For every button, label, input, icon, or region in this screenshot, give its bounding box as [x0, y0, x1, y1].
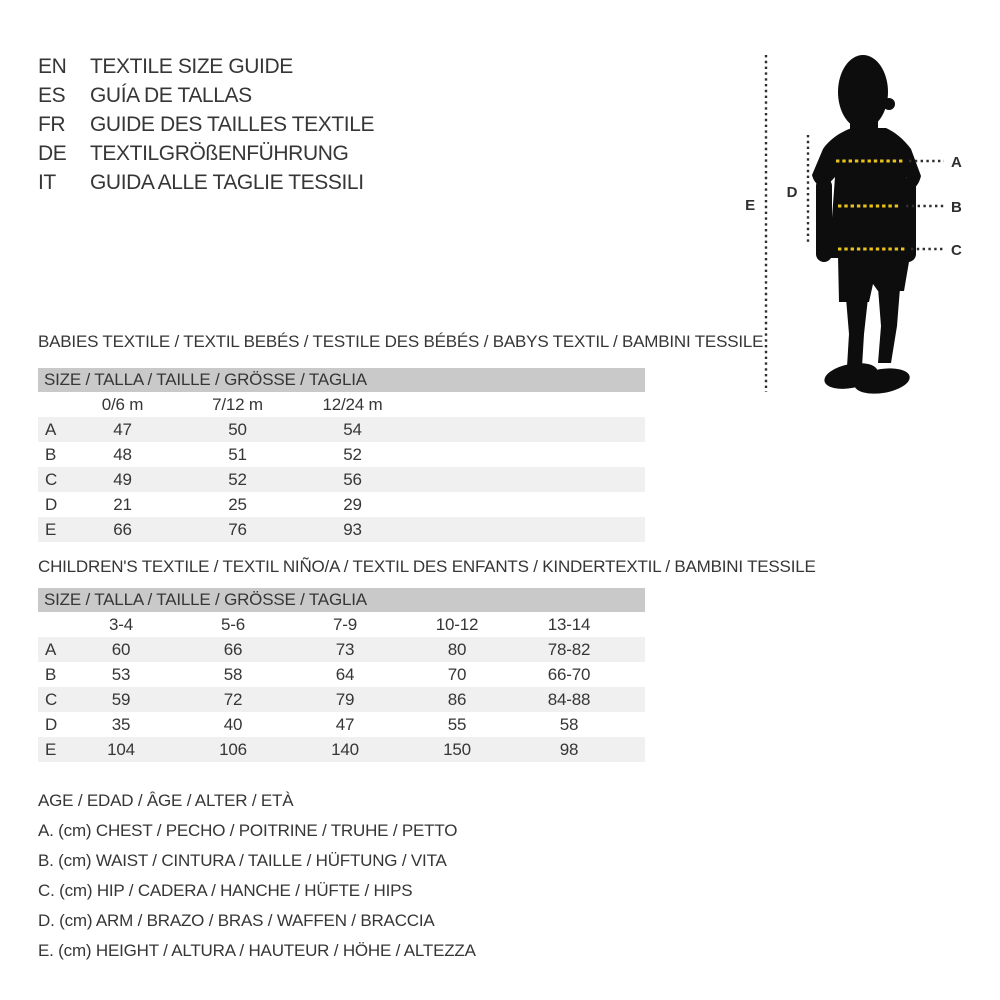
column-header: 0/6 m — [101, 395, 144, 414]
table-row — [38, 467, 645, 492]
column-header: 5-6 — [221, 615, 245, 634]
row-label: C — [45, 470, 58, 489]
child-silhouette-icon — [812, 55, 921, 397]
cell: 21 — [113, 495, 132, 514]
row-label: D — [45, 495, 58, 514]
row-label: B — [45, 445, 57, 464]
table-row — [38, 417, 645, 442]
cell: 76 — [228, 520, 247, 539]
cell: 29 — [343, 495, 362, 514]
arm-measure-line-d — [787, 135, 808, 245]
lang-code: ES — [38, 84, 66, 107]
table-row — [38, 662, 645, 687]
measure-label-c: C — [951, 242, 962, 259]
cell: 40 — [223, 715, 243, 734]
cell: 79 — [335, 690, 355, 709]
table-row — [38, 687, 645, 712]
title-line-de — [38, 139, 374, 168]
lang-code: IT — [38, 171, 56, 194]
cell: 64 — [335, 665, 355, 684]
row-label: E — [45, 740, 57, 759]
cell: 86 — [447, 690, 467, 709]
legend-line-height: E. (cm) HEIGHT / ALTURA / HAUTEUR / HÖHE / ALTEZZA — [38, 941, 476, 960]
legend-line-chest: A. (cm) CHEST / PECHO / POITRINE / TRUHE / PETTO — [38, 821, 458, 840]
cell: 53 — [111, 665, 131, 684]
left-arm-shape — [816, 178, 832, 262]
column-header: 10-12 — [435, 615, 479, 634]
cell: 55 — [447, 715, 467, 734]
cell: 52 — [228, 470, 247, 489]
title-text: GUIDE DES TAILLES TEXTILE — [90, 113, 375, 136]
cell: 140 — [331, 740, 359, 759]
title-text: GUIDA ALLE TAGLIE TESSILI — [90, 171, 364, 194]
row-label: E — [45, 520, 57, 539]
cell: 80 — [447, 640, 467, 659]
title-text: GUÍA DE TALLAS — [90, 84, 252, 107]
cell: 51 — [228, 445, 247, 464]
row-label: C — [45, 690, 58, 709]
child-measurement-figure — [735, 45, 995, 400]
cell: 78-82 — [547, 640, 591, 659]
right-leg-shape — [878, 288, 900, 363]
cell: 49 — [113, 470, 132, 489]
column-header: 7/12 m — [212, 395, 263, 414]
children-table — [38, 588, 645, 762]
cell: 50 — [228, 420, 247, 439]
cell: 54 — [343, 420, 362, 439]
children-section-title: CHILDREN'S TEXTILE / TEXTIL NIÑO/A / TEXTIL DES ENFANTS / KINDERTEXTIL / BAMBINI TESSILE — [38, 557, 816, 576]
cell: 93 — [343, 520, 362, 539]
table-row — [38, 712, 645, 737]
title-line-fr — [38, 110, 374, 139]
title-line-it — [38, 168, 374, 197]
legend-line-age: AGE / EDAD / ÂGE / ALTER / ETÀ — [38, 791, 294, 810]
cell: 70 — [447, 665, 467, 684]
measure-label-e: E — [745, 197, 755, 214]
column-header: 7-9 — [333, 615, 357, 634]
children-column-header-row — [38, 612, 645, 637]
cell: 73 — [335, 640, 355, 659]
babies-table — [38, 368, 645, 542]
cell: 66-70 — [547, 665, 591, 684]
cell: 66 — [223, 640, 243, 659]
cell: 48 — [113, 445, 132, 464]
table-row — [38, 737, 645, 762]
row-label: A — [45, 420, 57, 439]
cell: 72 — [223, 690, 243, 709]
cell: 47 — [335, 715, 355, 734]
legend-line-arm: D. (cm) ARM / BRAZO / BRAS / WAFFEN / BRACCIA — [38, 911, 435, 930]
cell: 56 — [343, 470, 362, 489]
cell: 47 — [113, 420, 132, 439]
row-label — [38, 392, 65, 417]
row-label: B — [45, 665, 57, 684]
title-text: TEXTILGRÖßENFÜHRUNG — [90, 142, 349, 165]
babies-table-header: SIZE / TALLA / TAILLE / GRÖSSE / TAGLIA — [38, 368, 645, 392]
title-text: TEXTILE SIZE GUIDE — [90, 55, 293, 78]
measure-label-d: D — [786, 184, 798, 201]
cell: 66 — [113, 520, 132, 539]
table-row — [38, 442, 645, 467]
lang-code: FR — [38, 113, 66, 136]
table-row — [38, 517, 645, 542]
row-label: D — [45, 715, 58, 734]
cell: 106 — [219, 740, 247, 759]
cell: 58 — [559, 715, 579, 734]
cell: 25 — [228, 495, 247, 514]
cell: 52 — [343, 445, 362, 464]
legend-line-hip: C. (cm) HIP / CADERA / HANCHE / HÜFTE / HIPS — [38, 881, 413, 900]
row-label — [38, 612, 65, 637]
cell: 60 — [111, 640, 131, 659]
cell: 35 — [111, 715, 131, 734]
cell: 58 — [223, 665, 243, 684]
column-header: 3-4 — [109, 615, 133, 634]
title-block — [38, 52, 374, 197]
table-row — [38, 637, 645, 662]
cell: 104 — [107, 740, 135, 759]
measure-label-b: B — [951, 199, 962, 216]
column-header: 13-14 — [547, 615, 591, 634]
cell: 150 — [443, 740, 471, 759]
lang-code: DE — [38, 142, 67, 165]
measurement-legend — [38, 786, 476, 966]
measure-label-a: A — [951, 154, 962, 171]
babies-section-title: BABIES TEXTILE / TEXTIL BEBÉS / TESTILE DES BÉBÉS / BABYS TEXTIL / BAMBINI TESSILE — [38, 332, 764, 351]
cell: 98 — [559, 740, 579, 759]
column-header: 12/24 m — [322, 395, 383, 414]
row-label: A — [45, 640, 57, 659]
cell: 84-88 — [547, 690, 591, 709]
legend-line-waist: B. (cm) WAIST / CINTURA / TAILLE / HÜFTUNG / VITA — [38, 851, 447, 870]
lang-code: EN — [38, 55, 67, 78]
children-table-header: SIZE / TALLA / TAILLE / GRÖSSE / TAGLIA — [38, 588, 645, 612]
ear-shape — [883, 98, 895, 110]
table-row — [38, 492, 645, 517]
cell: 59 — [111, 690, 131, 709]
title-line-es — [38, 81, 374, 110]
babies-column-header-row — [38, 392, 645, 417]
left-leg-shape — [846, 298, 868, 367]
title-line-en — [38, 52, 374, 81]
